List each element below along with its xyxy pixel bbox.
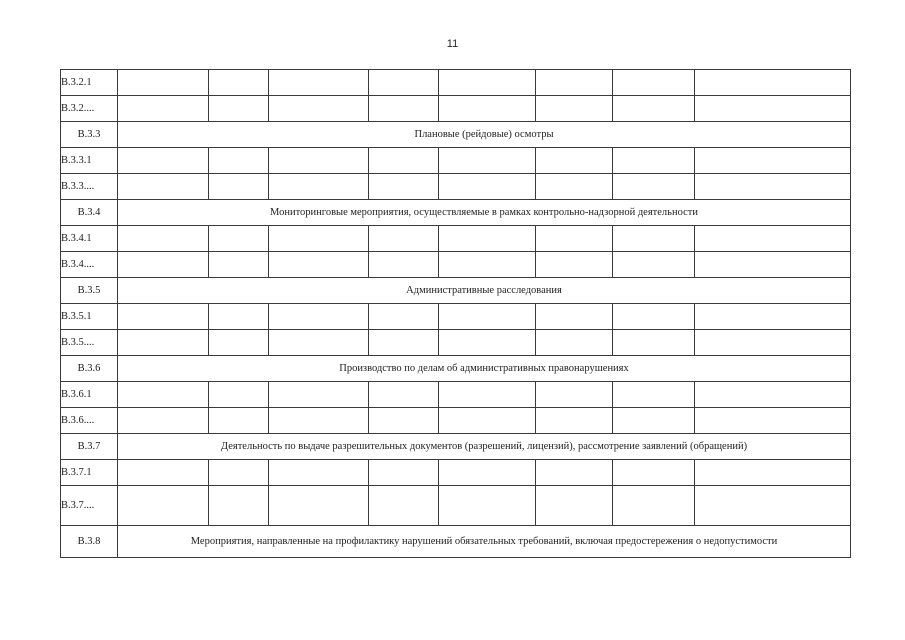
empty-cell xyxy=(613,226,695,252)
section-title: Плановые (рейдовые) осмотры xyxy=(118,122,851,148)
section-heading-row xyxy=(61,434,851,460)
empty-cell xyxy=(695,148,851,174)
empty-cell xyxy=(369,252,439,278)
empty-cell xyxy=(613,252,695,278)
empty-cell xyxy=(209,382,269,408)
empty-cell xyxy=(536,304,613,330)
row-code: В.3.6.1 xyxy=(61,382,118,408)
empty-cell xyxy=(695,174,851,200)
empty-cell xyxy=(613,330,695,356)
table-row xyxy=(61,174,851,200)
empty-cell xyxy=(118,96,209,122)
section-heading-row xyxy=(61,356,851,382)
row-code: В.3.8 xyxy=(61,526,118,558)
empty-cell xyxy=(695,226,851,252)
empty-cell xyxy=(695,382,851,408)
empty-cell xyxy=(439,96,536,122)
table-row xyxy=(61,96,851,122)
empty-cell xyxy=(439,382,536,408)
empty-cell xyxy=(118,226,209,252)
empty-cell xyxy=(439,148,536,174)
empty-cell xyxy=(269,382,369,408)
empty-cell xyxy=(369,330,439,356)
row-code: В.3.5 xyxy=(61,278,118,304)
empty-cell xyxy=(118,148,209,174)
empty-cell xyxy=(209,330,269,356)
empty-cell xyxy=(613,174,695,200)
empty-cell xyxy=(695,96,851,122)
table-row xyxy=(61,408,851,434)
row-code: В.3.4.1 xyxy=(61,226,118,252)
row-code: В.3.2.... xyxy=(61,96,118,122)
empty-cell xyxy=(439,486,536,526)
empty-cell xyxy=(209,408,269,434)
empty-cell xyxy=(269,96,369,122)
empty-cell xyxy=(439,70,536,96)
table-row xyxy=(61,330,851,356)
report-table xyxy=(60,69,851,558)
section-title: Административные расследования xyxy=(118,278,851,304)
empty-cell xyxy=(613,304,695,330)
empty-cell xyxy=(118,174,209,200)
empty-cell xyxy=(536,460,613,486)
empty-cell xyxy=(118,70,209,96)
table-row xyxy=(61,226,851,252)
empty-cell xyxy=(118,408,209,434)
empty-cell xyxy=(369,408,439,434)
row-code: В.3.6 xyxy=(61,356,118,382)
empty-cell xyxy=(118,304,209,330)
empty-cell xyxy=(536,486,613,526)
table-row xyxy=(61,70,851,96)
empty-cell xyxy=(536,70,613,96)
empty-cell xyxy=(695,304,851,330)
empty-cell xyxy=(695,252,851,278)
empty-cell xyxy=(613,408,695,434)
empty-cell xyxy=(536,252,613,278)
empty-cell xyxy=(118,252,209,278)
empty-cell xyxy=(209,70,269,96)
row-code: В.3.2.1 xyxy=(61,70,118,96)
empty-cell xyxy=(613,382,695,408)
empty-cell xyxy=(439,460,536,486)
row-code: В.3.4 xyxy=(61,200,118,226)
empty-cell xyxy=(613,460,695,486)
table-row xyxy=(61,460,851,486)
empty-cell xyxy=(439,408,536,434)
empty-cell xyxy=(369,226,439,252)
empty-cell xyxy=(613,70,695,96)
empty-cell xyxy=(209,486,269,526)
row-code: В.3.3 xyxy=(61,122,118,148)
empty-cell xyxy=(209,96,269,122)
row-code: В.3.3.1 xyxy=(61,148,118,174)
empty-cell xyxy=(369,96,439,122)
empty-cell xyxy=(269,174,369,200)
row-code: В.3.3.... xyxy=(61,174,118,200)
table-row xyxy=(61,382,851,408)
table-row xyxy=(61,252,851,278)
empty-cell xyxy=(536,330,613,356)
empty-cell xyxy=(439,304,536,330)
row-code: В.3.4.... xyxy=(61,252,118,278)
section-heading-row xyxy=(61,200,851,226)
empty-cell xyxy=(269,460,369,486)
empty-cell xyxy=(118,330,209,356)
empty-cell xyxy=(269,486,369,526)
empty-cell xyxy=(695,70,851,96)
empty-cell xyxy=(269,330,369,356)
empty-cell xyxy=(209,148,269,174)
empty-cell xyxy=(613,96,695,122)
empty-cell xyxy=(269,70,369,96)
section-heading-row xyxy=(61,278,851,304)
empty-cell xyxy=(613,148,695,174)
section-heading-row xyxy=(61,526,851,558)
section-title: Производство по делам об административных правонарушениях xyxy=(118,356,851,382)
empty-cell xyxy=(209,174,269,200)
empty-cell xyxy=(536,408,613,434)
empty-cell xyxy=(269,408,369,434)
empty-cell xyxy=(536,382,613,408)
empty-cell xyxy=(269,252,369,278)
row-code: В.3.5.1 xyxy=(61,304,118,330)
empty-cell xyxy=(536,174,613,200)
row-code: В.3.6.... xyxy=(61,408,118,434)
empty-cell xyxy=(536,226,613,252)
empty-cell xyxy=(695,486,851,526)
empty-cell xyxy=(269,304,369,330)
empty-cell xyxy=(118,460,209,486)
empty-cell xyxy=(369,304,439,330)
page-number: 11 xyxy=(446,38,459,50)
empty-cell xyxy=(439,226,536,252)
empty-cell xyxy=(695,460,851,486)
empty-cell xyxy=(536,148,613,174)
empty-cell xyxy=(369,174,439,200)
empty-cell xyxy=(369,70,439,96)
row-code: В.3.7 xyxy=(61,434,118,460)
empty-cell xyxy=(439,252,536,278)
empty-cell xyxy=(369,486,439,526)
row-code: В.3.5.... xyxy=(61,330,118,356)
section-title: Деятельность по выдаче разрешительных документов (разрешений, лицензий), рассмотрение заявлений (обращений) xyxy=(118,434,851,460)
empty-cell xyxy=(118,382,209,408)
empty-cell xyxy=(269,148,369,174)
empty-cell xyxy=(209,304,269,330)
empty-cell xyxy=(209,226,269,252)
empty-cell xyxy=(536,96,613,122)
table-row xyxy=(61,148,851,174)
row-code: В.3.7.1 xyxy=(61,460,118,486)
section-heading-row xyxy=(61,122,851,148)
empty-cell xyxy=(695,330,851,356)
empty-cell xyxy=(209,460,269,486)
empty-cell xyxy=(695,408,851,434)
section-title: Мероприятия, направленные на профилактику нарушений обязательных требований, включая предостережения о недопустимости xyxy=(118,526,851,558)
empty-cell xyxy=(118,486,209,526)
empty-cell xyxy=(613,486,695,526)
empty-cell xyxy=(209,252,269,278)
empty-cell xyxy=(439,174,536,200)
table-row xyxy=(61,304,851,330)
empty-cell xyxy=(269,226,369,252)
empty-cell xyxy=(369,382,439,408)
table-row xyxy=(61,486,851,526)
empty-cell xyxy=(369,148,439,174)
empty-cell xyxy=(439,330,536,356)
empty-cell xyxy=(369,460,439,486)
row-code: В.3.7.... xyxy=(61,486,118,526)
section-title: Мониторинговые мероприятия, осуществляемые в рамках контрольно-надзорной деятельности xyxy=(118,200,851,226)
